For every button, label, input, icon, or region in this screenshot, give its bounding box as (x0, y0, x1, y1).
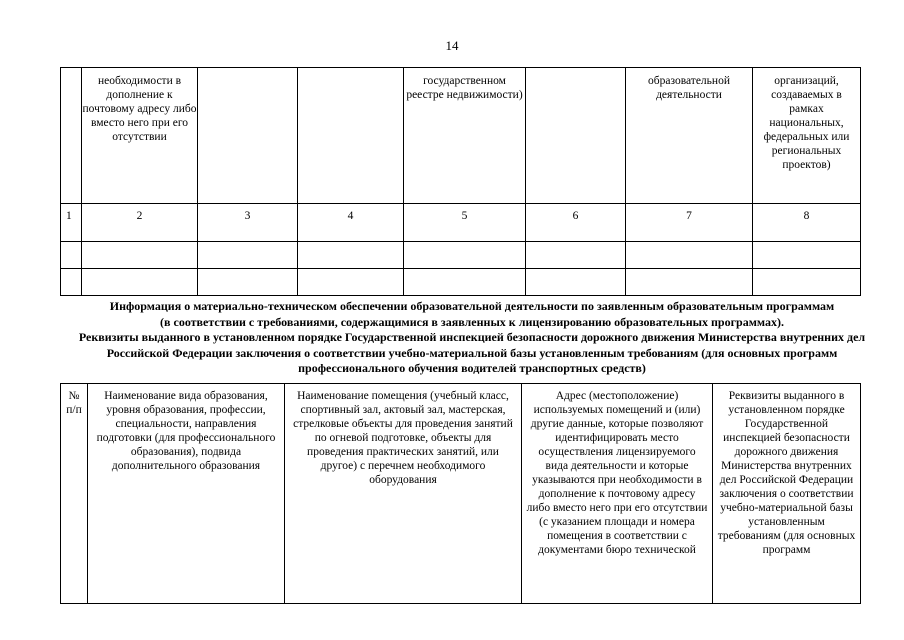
empty-cell (404, 269, 526, 296)
empty-cell (298, 269, 404, 296)
table-cell: государственном реестре недвижимости) (404, 68, 526, 204)
empty-cell (526, 269, 626, 296)
column-number: 5 (404, 204, 526, 242)
table-cell (526, 68, 626, 204)
column-number: 7 (626, 204, 753, 242)
empty-cell (626, 242, 753, 269)
header-cell-address: Адрес (местоположение) используемых помещений и (или) другие данные, которые позволяют идентифицировать место осуществления лицензируемого вида деятельности и которые указываются при необходимости в дополнение к почтовому адресу либо вместо него при его отсутствии (с указанием площади и номера помещения в соответствии с документами бюро технической (522, 384, 713, 604)
column-number: 4 (298, 204, 404, 242)
header-cell-number: № п/п (61, 384, 88, 604)
empty-cell (753, 269, 861, 296)
column-number: 2 (82, 204, 198, 242)
header-cell-education-type: Наименование вида образования, уровня образования, профессии, специальности, направления подготовки (для профессионального образования), подвида дополнительного образования (88, 384, 285, 604)
header-row (61, 384, 861, 604)
column-number: 1 (61, 204, 82, 242)
header-cell-gibdd-conclusion: Реквизиты выданного в установленном порядке Государственной инспекцией безопасности дорожного движения Министерства внутренних дел Российской Федерации заключения о соответствии учебно-материальной базы установленным требованиям (для основных программ (713, 384, 861, 604)
page-number: 14 (445, 38, 459, 53)
empty-row (61, 269, 861, 296)
empty-cell (61, 269, 82, 296)
table-cell: образовательной деятельности (626, 68, 753, 204)
empty-cell (404, 242, 526, 269)
empty-cell (753, 242, 861, 269)
continued-table (60, 67, 861, 296)
empty-row (61, 242, 861, 269)
table-cell (198, 68, 298, 204)
column-number: 3 (198, 204, 298, 242)
heading-line: (в соответствии с требованиями, содержащимися в заявленных к лицензированию образовательных программах). (160, 314, 784, 329)
empty-cell (82, 269, 198, 296)
continuation-row (61, 68, 861, 204)
header-cell-premises: Наименование помещения (учебный класс, спортивный зал, актовый зал, мастерская, стрелковые объекты для проведения занятий по огневой подготовке, объекты для проведения практических занятий, или другое) с перечнем необходимого оборудования (285, 384, 522, 604)
table-cell (298, 68, 404, 204)
empty-cell (61, 242, 82, 269)
column-number: 6 (526, 204, 626, 242)
empty-cell (626, 269, 753, 296)
heading-line: Информация о материально-техническом обеспечении образовательной деятельности по заявленным образовательным программам (109, 299, 835, 313)
empty-cell (298, 242, 404, 269)
facilities-table (60, 383, 861, 604)
section-heading (62, 299, 882, 377)
empty-cell (526, 242, 626, 269)
table-cell (61, 68, 82, 204)
empty-cell (198, 242, 298, 269)
column-number: 8 (753, 204, 861, 242)
empty-cell (82, 242, 198, 269)
empty-cell (198, 269, 298, 296)
table-cell: организаций, создаваемых в рамках национальных, федеральных или региональных проектов) (753, 68, 861, 204)
heading-line: Реквизиты выданного в установленном порядке Государственной инспекцией безопасности дорожного движения Министерства внутренних дел Российской Федерации заключения о соответствии учебно-материальной базы установленным требованиям (для основных программ профессионального обучения водителей транспортных средств) (78, 330, 866, 375)
column-number-row (61, 204, 861, 242)
table-cell: необходимости в дополнение к почтовому адресу либо вместо него при его отсутствии (82, 68, 198, 204)
